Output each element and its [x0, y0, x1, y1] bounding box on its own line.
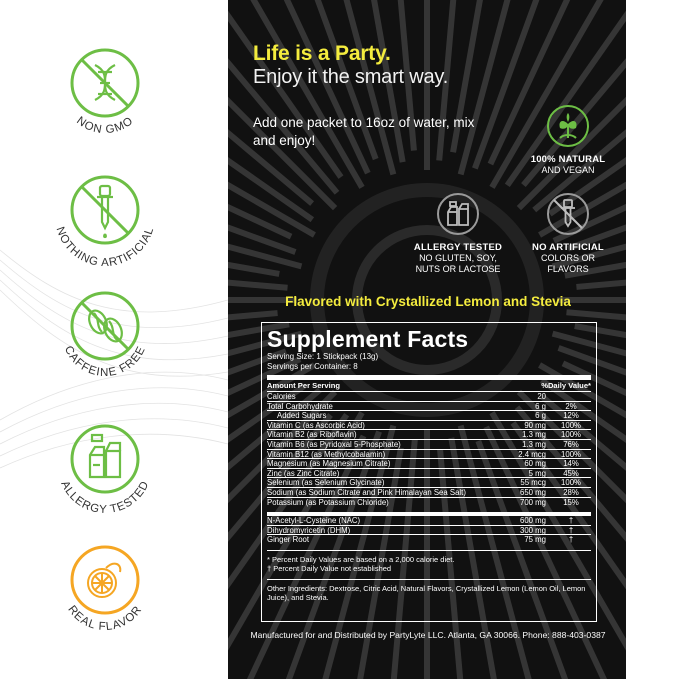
nutrient-daily-value: 100%: [561, 449, 581, 459]
other-ingredients: Other Ingredients: Dextrose, Citric Acid, Natural Flavors, Crystallized Lemon (Lemon Oil, Lemon Juice), and Stevia.: [267, 579, 591, 602]
nutrient-row: [267, 534, 591, 544]
nutrient-daily-value: 76%: [563, 439, 579, 449]
nutrient-row: [267, 487, 591, 497]
nutrient-name: Vitamin B12 (as Methylcobalamin): [267, 449, 386, 459]
svg-text:ALLERGY TESTED: [58, 479, 151, 516]
nutrient-row: [267, 449, 591, 459]
nutrient-name: Calories: [267, 392, 296, 401]
nutrient-row: [267, 429, 591, 439]
svg-text:REAL FLAVOR: [65, 604, 144, 634]
nutrient-row: [267, 401, 591, 411]
footnote-daily-values: * Percent Daily Values are based on a 2,000 calorie diet.: [267, 554, 455, 564]
benefit-badges-column: [0, 0, 228, 679]
product-back-panel: [228, 0, 626, 679]
nutrient-amount: 300 mg: [519, 525, 546, 535]
badge-ring: [40, 150, 170, 280]
nutrient-daily-value: 100%: [561, 430, 581, 440]
dna-crossed-icon: [95, 65, 115, 100]
nutrient-row: [267, 468, 591, 478]
nutrient-name: Potassium (as Potassium Chloride): [267, 497, 389, 507]
badge-label: ALLERGY TESTED: [58, 479, 152, 517]
nutrient-amount: 1.3 mg: [522, 439, 546, 449]
nutrient-name: Selenium (as Selenium Glycinate): [267, 478, 385, 488]
nutrient-name: N-Acetyl-L-Cysteine (NAC): [267, 516, 361, 526]
svg-text:NOTHING ARTIFICIAL: [54, 225, 157, 269]
badge-allergy-tested: [40, 405, 170, 535]
nutrient-amount: 700 mg: [519, 497, 546, 507]
nutrient-amount: 55 mcg: [520, 478, 546, 488]
leaf-plant-icon: [546, 104, 590, 148]
svg-text:NON GMO: [74, 115, 136, 136]
badge-ring: [40, 530, 170, 660]
badge-nothing-artificial: [40, 150, 170, 280]
nutrient-amount: 650 mg: [519, 487, 546, 497]
badge-caffeine-free: [40, 270, 170, 400]
nutrient-daily-value: 100%: [561, 478, 581, 488]
nutrient-amount: 60 mg: [524, 459, 546, 469]
claim-natural-vegan: [523, 104, 613, 176]
other-nutrient-rows: [267, 515, 591, 544]
badge-real-flavor: [40, 530, 170, 660]
nutrient-amount: 90 mg: [524, 420, 546, 430]
subhead: Enjoy it the smart way.: [253, 66, 449, 88]
footnote-not-established: † Percent Daily Value not established: [267, 563, 392, 573]
nutrient-daily-value: 45%: [563, 468, 579, 478]
milk-carton-icon: [90, 435, 120, 477]
claim-title: NO ARTIFICIAL: [532, 242, 604, 253]
right-margin: [626, 0, 679, 679]
nutrient-name: Ginger Root: [267, 535, 310, 545]
nutrient-row: [267, 477, 591, 487]
daily-value-header: %Daily Value*: [541, 381, 591, 390]
nutrient-name: Total Carbohydrate: [267, 401, 333, 411]
headline: Life is a Party.: [253, 42, 391, 65]
nutrient-daily-value: 28%: [563, 487, 579, 497]
usage-instructions: Add one packet to 16oz of water, mix and enjoy!: [253, 115, 475, 148]
nutrient-name: Dihydromyricetin (DHM): [267, 525, 351, 535]
nutrient-daily-value: 14%: [563, 459, 579, 469]
nutrient-row: [267, 391, 591, 401]
nutrient-name: Zinc (as Zinc Citrate): [267, 468, 340, 478]
claim-title: ALLERGY TESTED: [413, 242, 503, 253]
milk-carton-icon: [436, 192, 480, 236]
claim-no-artificial: [518, 192, 618, 275]
supplement-facts-title: Supplement Facts: [267, 326, 469, 352]
nutrient-name: Magnesium (as Magnesium Citrate): [267, 459, 391, 469]
facts-footnotes: [267, 550, 591, 573]
nutrient-daily-value: 2%: [565, 401, 577, 411]
badge-label: REAL FLAVOR: [65, 603, 145, 634]
claim-title: 100% NATURAL: [530, 154, 606, 165]
badge-ring: [40, 270, 170, 400]
orange-slice-icon: [88, 564, 120, 597]
nutrient-row: [267, 458, 591, 468]
nutrient-daily-value: 12%: [563, 411, 579, 421]
nutrient-row: [267, 439, 591, 449]
nutrient-daily-value: †: [568, 516, 574, 526]
badge-non-gmo: [40, 20, 170, 150]
nutrient-daily-value: 15%: [563, 497, 579, 507]
nutrient-amount: 2.4 mcg: [518, 449, 546, 459]
amount-per-serving-header: Amount Per Serving: [267, 381, 340, 390]
claim-subtitle-line2: FLAVORS: [547, 264, 589, 274]
badge-label: NON GMO: [74, 114, 136, 137]
claim-subtitle-line1: NO GLUTEN, SOY,: [419, 253, 497, 263]
nutrient-amount: 600 mg: [519, 516, 546, 526]
claim-allergy-tested: [403, 192, 513, 275]
nutrient-name: Vitamin C (as Ascorbic Acid): [267, 420, 365, 430]
svg-text:CAFFEINE FREE: [62, 344, 148, 379]
facts-header-row: [267, 381, 591, 391]
nutrient-rows: [267, 391, 591, 506]
serving-size: Serving Size: 1 Stickpack (13g): [267, 352, 379, 361]
nutrient-row: [267, 515, 591, 525]
nutrient-daily-value: †: [568, 525, 574, 535]
claim-subtitle-line2: NUTS OR LACTOSE: [415, 264, 501, 274]
nutrient-row: [267, 525, 591, 535]
nutrient-row: [267, 410, 591, 420]
nutrient-amount: 6 g: [535, 401, 546, 411]
claim-subtitle: AND VEGAN: [541, 165, 595, 175]
nutrient-name: Added Sugars: [277, 411, 327, 421]
nutrient-name: Vitamin B6 (as Pyridoxal 5-Phosphate): [267, 439, 401, 449]
badge-label: CAFFEINE FREE: [61, 344, 149, 380]
badge-label: NOTHING ARTIFICIAL: [53, 225, 157, 270]
nutrient-amount: 5 mg: [528, 468, 546, 478]
divider: [267, 375, 591, 380]
servings-per-container: Servings per Container: 8: [267, 362, 358, 371]
dropper-crossed-icon: [546, 192, 590, 236]
claim-subtitle-line1: COLORS OR: [540, 253, 595, 263]
nutrient-amount: 20: [537, 392, 546, 401]
badge-ring: [40, 20, 170, 150]
nutrient-daily-value: †: [568, 535, 574, 545]
flavor-statement: Flavored with Crystallized Lemon and Stevia: [285, 294, 571, 309]
supplement-facts-panel: [261, 322, 597, 622]
nutrient-row: [267, 420, 591, 430]
nutrient-amount: 6 g: [535, 411, 546, 421]
nutrient-daily-value: 100%: [561, 420, 581, 430]
manufacturer-info: Manufactured for and Distributed by PartyLyte LLC. Atlanta, GA 30066. Phone: 888-403-0387: [250, 630, 606, 640]
nutrient-name: Vitamin B2 (as Riboflavin): [267, 430, 357, 440]
nutrient-name: Sodium (as Sodium Citrate and Pink Himalayan Sea Salt): [267, 487, 466, 497]
sunburst-ray: [228, 0, 362, 187]
nutrient-amount: 75 mg: [524, 535, 546, 545]
badge-ring: [40, 405, 170, 535]
nutrient-amount: 1.3 mg: [522, 430, 546, 440]
nutrient-row: [267, 497, 591, 507]
